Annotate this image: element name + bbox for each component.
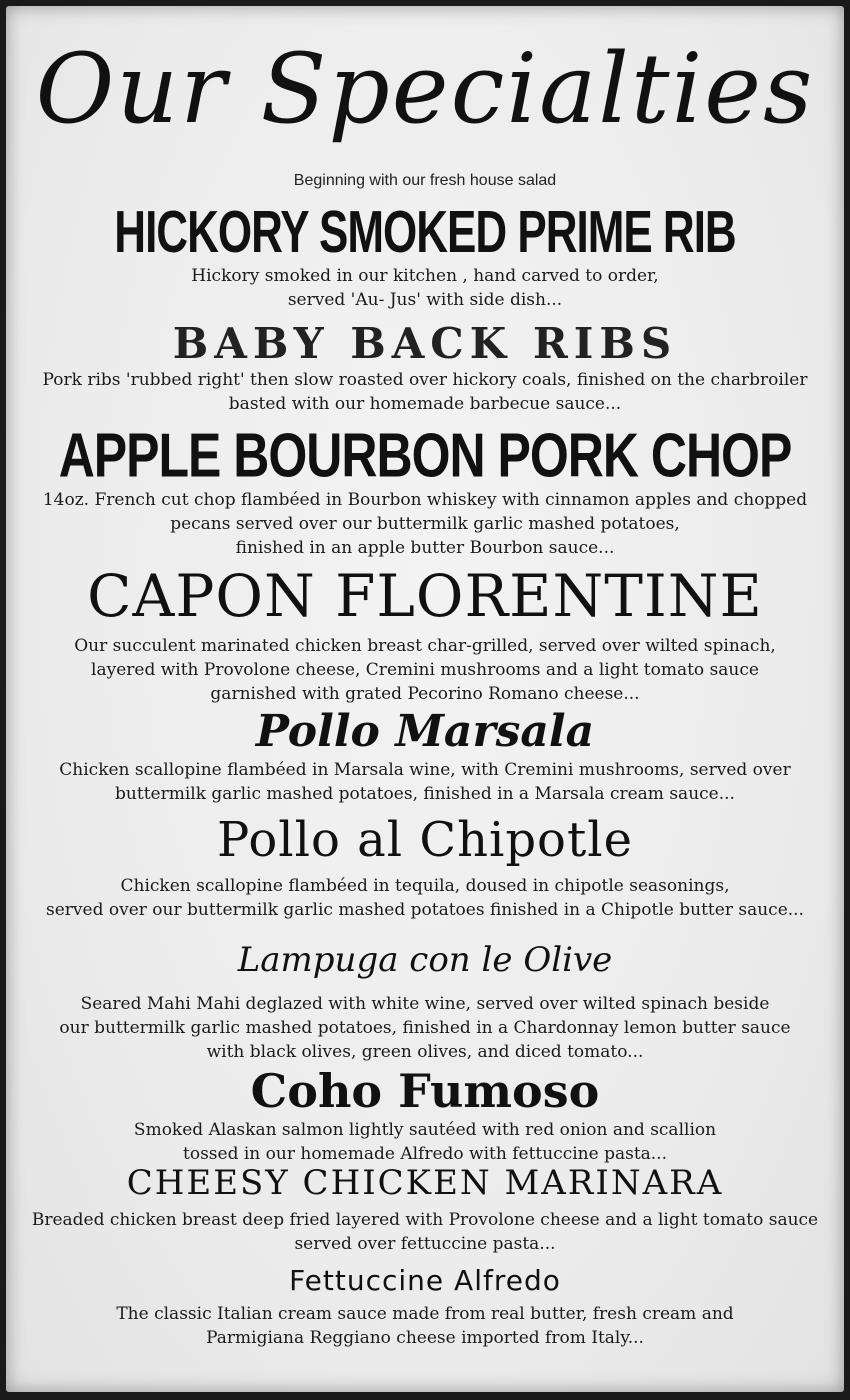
menu-item-pollo-marsala <box>6 706 844 806</box>
dish-name: CAPON FLORENTINE <box>87 562 763 630</box>
dish-description: Chicken scallopine flambéed in tequila, doused in chipotle seasonings, served over our buttermilk garlic mashed potatoes finished in a Chipotle butter sauce... <box>46 876 804 920</box>
menu-item-pork-chop <box>6 422 844 560</box>
dish-name: APPLE BOURBON PORK CHOP <box>58 420 792 490</box>
menu-page <box>6 6 844 1392</box>
menu-item-fettuccine-alfredo <box>6 1260 844 1350</box>
menu-title: Our Specialties <box>35 33 815 145</box>
dish-name: Lampuga con le Olive <box>237 940 613 980</box>
menu-item-lampuga <box>6 928 844 1064</box>
dish-description: The classic Italian cream sauce made from real butter, fresh cream and Parmigiana Reggiano cheese imported from Italy... <box>116 1304 734 1348</box>
dish-name: Coho Fumoso <box>250 1064 600 1118</box>
dish-name: Pollo Marsala <box>255 706 595 757</box>
menu-subtitle: Beginning with our fresh house salad <box>293 172 557 189</box>
dish-description: Our succulent marinated chicken breast char-grilled, served over wilted spinach, layered with Provolone cheese, Cremini mushrooms and a light tomato sauce garnished with grated Pecorino Romano cheese... <box>74 636 776 704</box>
menu-item-coho-fumoso <box>6 1064 844 1166</box>
dish-name: Fettuccine Alfredo <box>289 1264 561 1297</box>
menu-item-capon-florentine <box>6 558 844 706</box>
dish-description: 14oz. French cut chop flambéed in Bourbon whiskey with cinnamon apples and chopped pecans served over our buttermilk garlic mashed potatoes, finished in an apple butter Bourbon sauce... <box>42 490 808 558</box>
menu-item-cheesy-chicken <box>6 1158 844 1256</box>
dish-name: BABY BACK RIBS <box>172 319 678 368</box>
dish-description: Breaded chicken breast deep fried layered with Provolone cheese and a light tomato sauce served over fettuccine pasta... <box>31 1210 819 1254</box>
dish-description: Hickory smoked in our kitchen , hand carved to order, served 'Au- Jus' with side dish... <box>191 266 659 310</box>
dish-description: Smoked Alaskan salmon lightly sautéed with red onion and scallion tossed in our homemade Alfredo with fettuccine pasta... <box>133 1120 717 1164</box>
dish-description: Seared Mahi Mahi deglazed with white wine, served over wilted spinach beside our buttermilk garlic mashed potatoes, finished in a Chardonnay lemon butter sauce with black olives, green olives, and diced tomato... <box>59 994 791 1062</box>
menu-item-pollo-chipotle <box>6 806 844 922</box>
dish-name: CHEESY CHICKEN MARINARA <box>126 1163 724 1203</box>
dish-name: HICKORY SMOKED PRIME RIB <box>114 199 736 266</box>
dish-description: Pork ribs 'rubbed right' then slow roasted over hickory coals, finished on the charbroiler basted with our homemade barbecue sauce... <box>42 370 808 414</box>
dish-name: Pollo al Chipotle <box>217 812 633 868</box>
menu-item-baby-back-ribs <box>6 320 844 416</box>
menu-item-prime-rib <box>6 199 844 312</box>
dish-description: Chicken scallopine flambéed in Marsala wine, with Cremini mushrooms, served over buttermilk garlic mashed potatoes, finished in a Marsala cream sauce... <box>59 760 791 804</box>
